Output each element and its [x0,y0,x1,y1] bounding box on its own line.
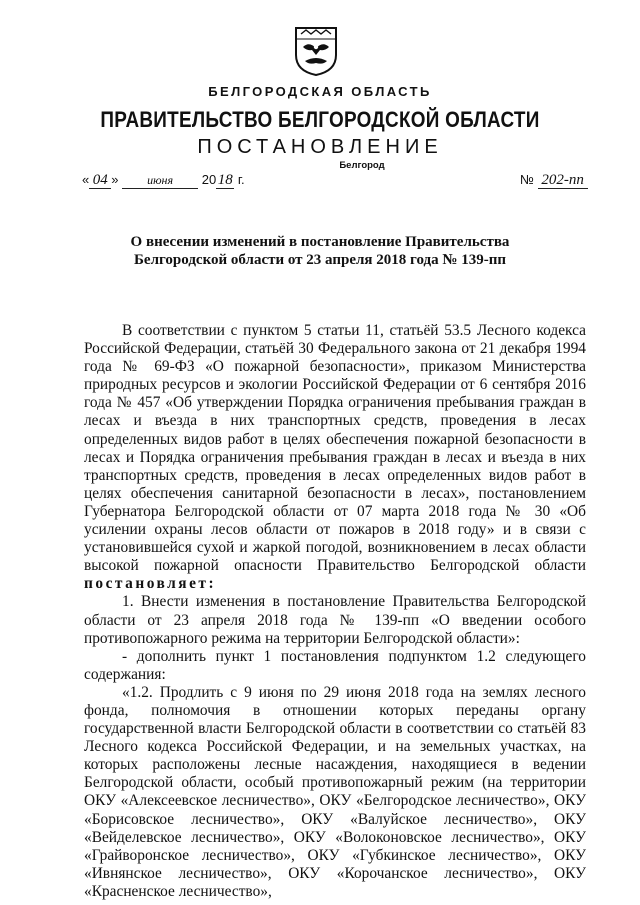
paragraph-subitem-1-2: «1.2. Продлить с 9 июня по 29 июня 2018 года на землях лесного фонда, полномочия в отношении которых переданы органу государственной власти Белгородской области в соответствии со статьёй 83 Лесного кодекса Российской Федерации, и на земельных участках, на которых расположены лесные насаждения, находящиеся в ведении Белгородской области, особый противопожарный режим (на территории ОКУ «Алексеевское лесничество», ОКУ «Белгородское лесничество», ОКУ «Борисовское лесничество», ОКУ «Валуйское лесничество», ОКУ «Вейделевское лесничество», ОКУ «Волоконовское лесничество», ОКУ «Грайворонское лесничество», ОКУ «Губкинское лесничество», ОКУ «Ивнянское лесничество», ОКУ «Корочанское лесничество», ОКУ «Красненское лесничество», [84,683,586,900]
date-open-quote: « [82,172,90,187]
date-month: июня [122,173,198,189]
date-year-suffix: 18 [217,172,233,188]
date-close-quote: » [111,172,119,187]
document-body [84,322,586,901]
region-name: БЕЛГОРОДСКАЯ ОБЛАСТЬ [208,84,432,99]
coat-of-arms-emblem [293,25,339,77]
preamble-text: В соответствии с пунктом 5 статьи 11, статьёй 53.5 Лесного кодекса Российской Федерации, статьёй 30 Федерального закона от 21 декабря 1994 года № 69-ФЗ «О пожарной безопасности», приказом Министерства природных ресурсов и экологии Российской Федерации от 6 сентября 2016 года № 457 «Об утверждении Порядка ограничения пребывания граждан в лесах и въезда в них транспортных средств, проведения в лесах определенных видов работ в целях обеспечения пожарной безопасности в лесах и Порядка ограничения пребывания граждан в лесах и въезда в них транспортных средств, проведения в лесах определенных видов работ в целях обеспечения санитарной безопасности в лесах», постановлением Губернатора Белгородской области от 07 марта 2018 года № 30 «Об усилении охраны лесов области от пожаров в 2018 году» и в связи с установившейся сухой и жаркой погодой, возникновением в лесах области высокой пожарной опасности Правительство Белгородской области [84,322,586,575]
document-title [100,233,540,269]
number-prefix: № [520,172,534,187]
paragraph-amend: - дополнить пункт 1 постановления подпунктом 1.2 следующего содержания: [84,647,586,683]
document-number [520,172,588,189]
city-name: Белгород [339,160,385,171]
government-name: ПРАВИТЕЛЬСТВО БЕЛГОРОДСКОЙ ОБЛАСТИ [100,107,540,132]
date-line [82,172,245,189]
number-value: 202-пп [538,173,588,189]
document-type: ПОСТАНОВЛЕНИЕ [197,136,443,158]
date-year-g: г. [237,172,245,187]
date-year-prefix: 20 [201,172,217,187]
title-line-1: О внесении изменений в постановление Правительства [130,234,510,250]
title-line-2: Белгородской области от 23 апреля 2018 года № 139-пп [134,252,506,268]
date-day: 04 [89,173,111,189]
resolves-keyword: постановляет: [84,575,217,593]
paragraph-preamble [84,322,586,593]
paragraph-item-1: 1. Внести изменения в постановление Правительства Белгородской области от 23 апреля 2018 года № 139-пп «О введении особого противопожарного режима на территории Белгородской области»: [84,593,586,647]
